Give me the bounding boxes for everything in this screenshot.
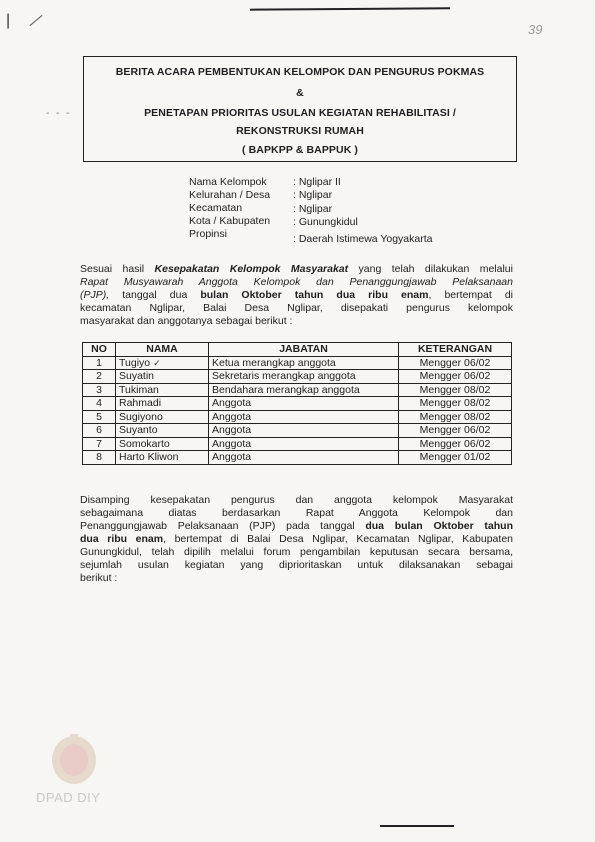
cell-nama <box>116 356 209 370</box>
closing-line-4 <box>80 533 513 546</box>
cell-keterangan: Mengger 08/02 <box>399 383 512 397</box>
cell-jabatan: Anggota <box>209 397 399 411</box>
intro-paragraph <box>80 263 513 328</box>
info-value-kota: : Gunungkidul <box>293 216 358 228</box>
table-header-row <box>83 343 512 357</box>
cell-keterangan: Mengger 08/02 <box>399 397 512 411</box>
table-row <box>83 397 512 411</box>
cell-jabatan: Ketua merangkap anggota <box>209 356 399 370</box>
cell-nama: Suyatin <box>116 370 209 384</box>
margin-stroke <box>30 15 43 26</box>
intro-italic: (PJP), <box>80 289 123 301</box>
closing-line-2: sebagaimana diatas berdasarkan Rapat Anggota Kelompok dan <box>80 507 513 519</box>
margin-dashes: - - - <box>46 108 72 119</box>
table-row <box>83 410 512 424</box>
archive-watermark: DPAD DIY <box>36 790 101 805</box>
cell-keterangan: Mengger 08/02 <box>399 410 512 424</box>
cell-no: 6 <box>83 424 116 438</box>
closing-line-5: Gunungkidul, telah dipilih melalui forum pengambilan keputusan secara bersama, <box>80 546 513 558</box>
intro-line-1 <box>80 263 513 276</box>
cell-no: 8 <box>83 451 116 465</box>
cell-nama: Rahmadi <box>116 397 209 411</box>
cell-nama: Suyanto <box>116 424 209 438</box>
title-ampersand: & <box>296 87 304 99</box>
handwritten-page-number: 39 <box>528 22 543 37</box>
cell-jabatan: Anggota <box>209 410 399 424</box>
col-header-jabatan: JABATAN <box>209 343 399 357</box>
seal-watermark-icon <box>48 730 100 786</box>
closing-paragraph <box>80 494 513 585</box>
members-table <box>82 342 512 465</box>
info-value-kecamatan: : Nglipar <box>293 203 333 215</box>
title-line-4: ( BAPKPP & BAPPUK ) <box>241 144 359 156</box>
intro-line-5: masyarakat dan anggotanya sebagai berikut : <box>80 315 293 327</box>
info-label-nama-kelompok: Nama Kelompok <box>189 176 267 188</box>
title-line-3: REKONSTRUKSI RUMAH <box>236 125 364 137</box>
cell-jabatan: Anggota <box>209 424 399 438</box>
title-box <box>83 56 517 162</box>
bottom-rule <box>380 825 454 827</box>
cell-nama: Somokarto <box>116 437 209 451</box>
closing-line-3 <box>80 520 513 533</box>
intro-line-2 <box>80 276 513 289</box>
cell-keterangan: Mengger 06/02 <box>399 424 512 438</box>
check-mark-icon: ✓ <box>153 357 161 368</box>
title-line-1: BERITA ACARA PEMBENTUKAN KELOMPOK DAN PENGURUS POKMAS <box>115 66 485 78</box>
cell-no: 5 <box>83 410 116 424</box>
table-row <box>83 437 512 451</box>
intro-line-4: kecamatan Nglipar, Balai Desa Nglipar, disepakati pengurus kelompok <box>80 302 513 314</box>
col-header-keterangan: KETERANGAN <box>399 343 512 357</box>
info-label-kelurahan: Kelurahan / Desa <box>189 189 271 201</box>
intro-text: Sesuai hasil <box>80 263 155 275</box>
table-row <box>83 451 512 465</box>
closing-text: , bertempat di Balai Desa Nglipar, Kecamatan Nglipar, Kabupaten <box>163 533 513 545</box>
cell-no: 7 <box>83 437 116 451</box>
table-row <box>83 370 512 384</box>
table-row <box>83 356 512 370</box>
cell-keterangan: Mengger 06/02 <box>399 437 512 451</box>
margin-mark: | <box>6 12 11 29</box>
cell-jabatan: Sekretaris merangkap anggota <box>209 370 399 384</box>
intro-text: yang telah dilakukan melalui <box>348 263 513 275</box>
cell-jabatan: Anggota <box>209 437 399 451</box>
cell-keterangan: Mengger 06/02 <box>399 370 512 384</box>
table-row <box>83 383 512 397</box>
cell-nama: Harto Kliwon <box>116 451 209 465</box>
closing-bold: dua ribu enam <box>80 533 164 545</box>
info-value-kelurahan: : Nglipar <box>293 189 333 201</box>
col-header-nama: NAMA <box>116 343 209 357</box>
closing-line-1: Disamping kesepakatan pengurus dan anggota kelompok Masyarakat <box>80 494 513 506</box>
info-value-nama-kelompok: : Nglipar II <box>293 176 341 188</box>
cell-nama: Tukiman <box>116 383 209 397</box>
cell-nama-text: Tugiyo <box>119 356 151 369</box>
closing-bold: dua bulan Oktober tahun <box>365 520 513 532</box>
info-label-propinsi: Propinsi <box>189 228 227 240</box>
info-value-propinsi: : Daerah Istimewa Yogyakarta <box>293 233 433 245</box>
cell-keterangan: Mengger 01/02 <box>399 451 512 465</box>
intro-emphasis: Kesepakatan Kelompok Masyarakat <box>154 263 349 275</box>
intro-text: tanggal dua <box>122 289 201 301</box>
info-label-kecamatan: Kecamatan <box>189 202 243 214</box>
top-rule <box>250 7 450 10</box>
cell-nama: Sugiyono <box>116 410 209 424</box>
closing-line-6: sejumlah usulan kegiatan yang diprioritaskan untuk dilaksanakan sebagai <box>80 559 513 571</box>
info-label-kota: Kota / Kabupaten <box>189 215 271 227</box>
cell-jabatan: Bendahara merangkap anggota <box>209 383 399 397</box>
title-line-2: PENETAPAN PRIORITAS USULAN KEGIATAN REHABILITASI / <box>144 107 456 119</box>
cell-jabatan: Anggota <box>209 451 399 465</box>
cell-no: 1 <box>83 356 116 370</box>
col-header-no: NO <box>83 343 116 357</box>
intro-text: , bertempat di <box>428 289 513 301</box>
intro-bold: bulan Oktober <box>200 289 295 301</box>
cell-no: 3 <box>83 383 116 397</box>
closing-line-7: berikut : <box>80 572 118 584</box>
table-row <box>83 424 512 438</box>
closing-text: Penanggungjawab Pelaksanaan (PJP) pada tanggal <box>80 520 366 532</box>
intro-bold: tahun dua ribu enam <box>294 289 429 301</box>
cell-keterangan: Mengger 06/02 <box>399 356 512 370</box>
cell-no: 4 <box>83 397 116 411</box>
cell-no: 2 <box>83 370 116 384</box>
intro-italic: Rapat Musyawarah Anggota Kelompok dan Penanggungjawab Pelaksanaan <box>80 276 513 288</box>
intro-line-3 <box>80 289 513 302</box>
